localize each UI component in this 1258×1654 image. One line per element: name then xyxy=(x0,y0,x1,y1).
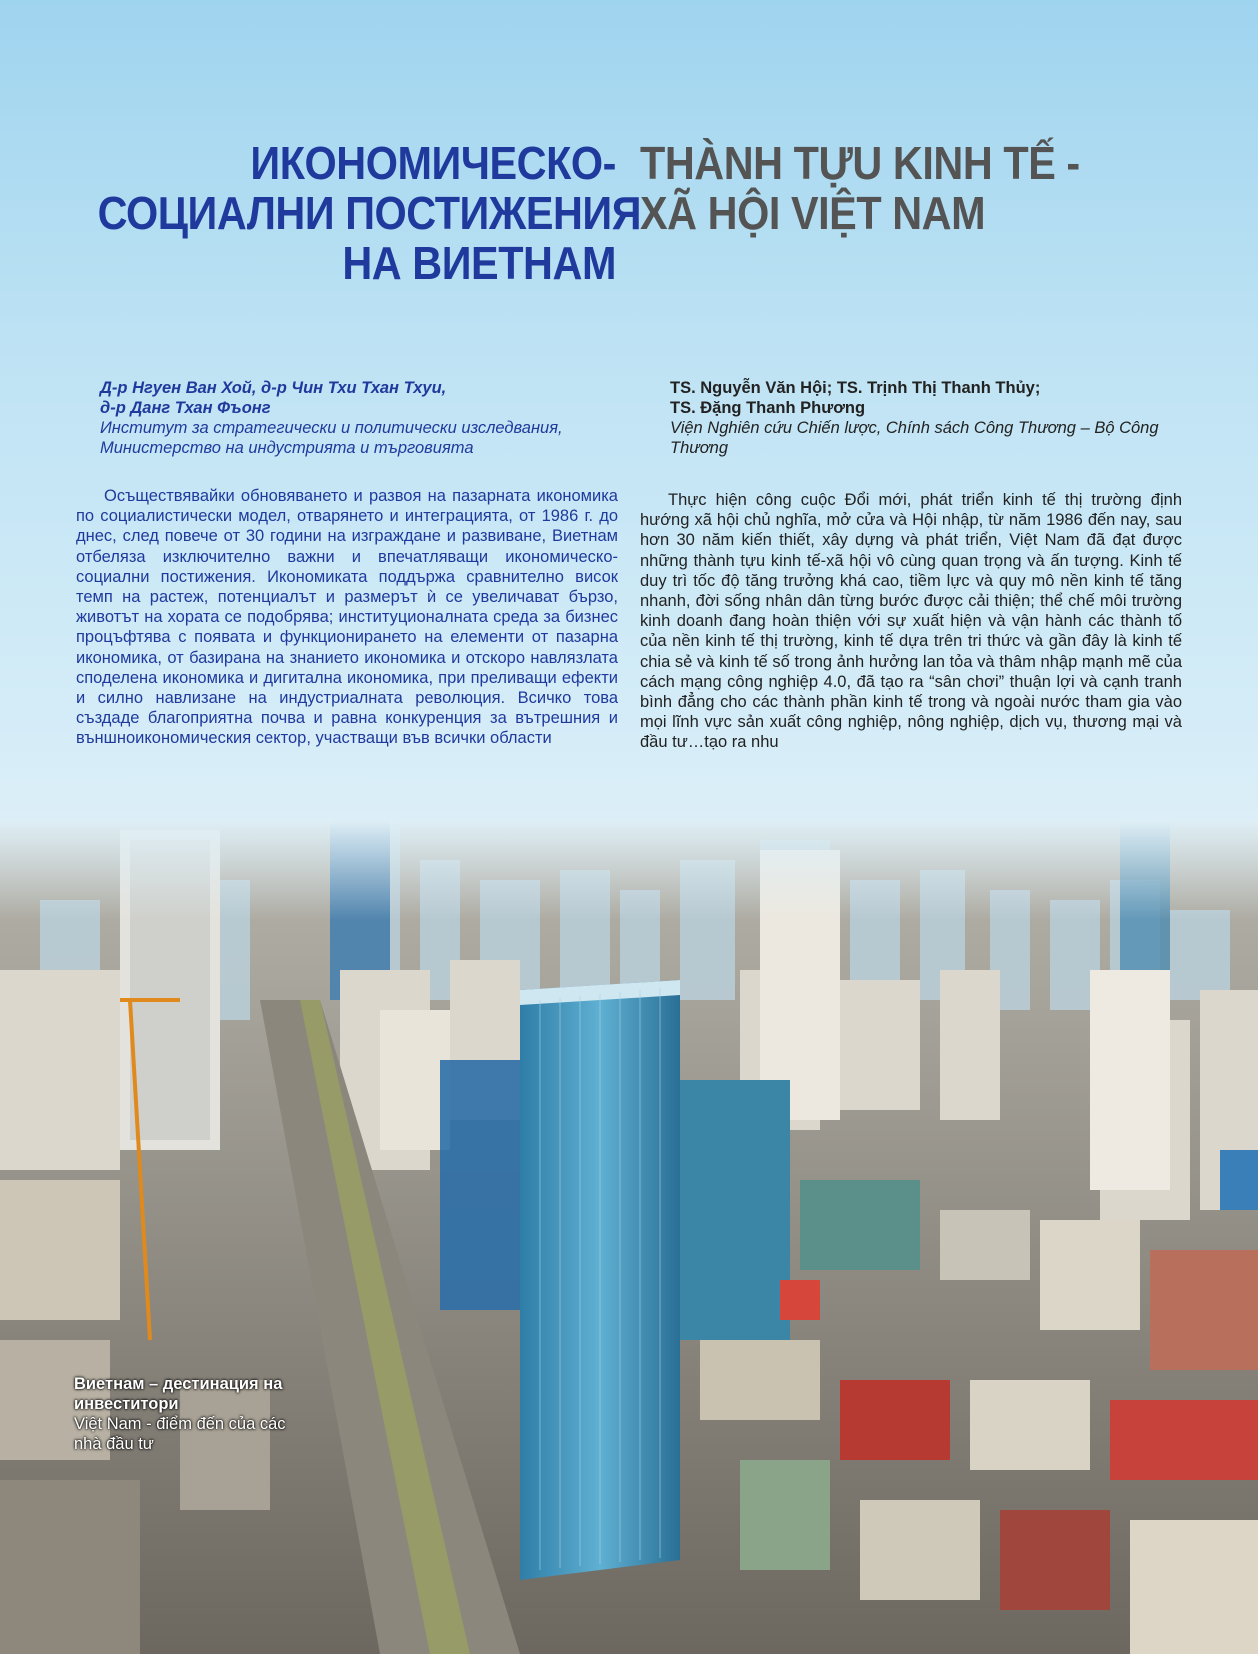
paragraph-bg: Осъществявайки обновяването и развоя на пазарната икономика по социалистически модел, отварянето и интеграцията, от 1986 г. до днес, след повече от 30 години на изграждане и развиване, Виетнам отбеляза изключително важни и впечатляващи икономическо-социални постижения. Икономиката поддържа сравнително висок темп на растеж, потенциалът и размерът ѝ се увеличават бързо, животът на хората се подобрява; институционалната среда за бизнес процъфтява с появата и функционирането на елементи от пазарна икономика, от базирана на знанието икономика и отскоро навлязлата споделена икономика и дигитална икономика, при преливащи ефекти и силно навлизане на индустриалната революция. Всичко това създаде благоприятна почва и равна конкуренция за вътрешния и външноикономическия сектор, участващи във всички области xyxy=(76,487,618,748)
title-vi-line: XÃ HỘI VIỆT NAM xyxy=(640,187,986,239)
author-affiliation-line: Институт за стратегически и политически изследвания, xyxy=(100,419,563,437)
paragraph-vi: Thực hiện công cuộc Đổi mới, phát triển kinh tế thị trường định hướng xã hội chủ nghĩa, mở cửa và Hội nhập, từ năm 1986 đến nay, sau hơn 30 năm kiến thiết, xây dựng và phát triển, Việt Nam đã đạt được những thành tựu kinh tế-xã hội vô cùng quan trọng và ấn tượng. Kinh tế duy trì tốc độ tăng trưởng khá cao, tiềm lực và quy mô nền kinh tế tăng nhanh, đời sống nhân dân từng bước được cải thiện; thể chế môi trường kinh doanh đang hoàn thiện với sự xuất hiện và vận hành các thành tố của nền kinh tế thị trường, kinh tế dựa trên tri thức và gần đây là kinh tế chia sẻ và kinh tế số trong ảnh hưởng lan tỏa và thâm nhập mạnh mẽ của cách mạng công nghiệp 4.0, đã tạo ra “sân chơi” thuận lợi và cạnh tranh bình đẳng cho các thành phần kinh tế trong và ngoài nước tham gia vào mọi lĩnh vực sản xuất công nghiệp, nông nghiệp, dịch vụ, thương mại và đầu tư…tạo ra nhu xyxy=(640,491,1182,752)
author-names-line: TS. Nguyễn Văn Hội; TS. Trịnh Thị Thanh Thủy; xyxy=(670,379,1041,397)
body-text-bulgarian xyxy=(76,486,618,749)
author-affiliation-line: Министерство на индустрията и търговията xyxy=(100,439,474,457)
author-names-line: Д-р Нгуен Ван Хой, д-р Чин Тхи Тхан Тхуи, xyxy=(100,379,447,397)
article-title-vietnamese xyxy=(640,138,1144,238)
caption-bulgarian: Виетнам – дестинация на инвеститори xyxy=(74,1375,283,1413)
city-skyline-photo xyxy=(0,820,1258,1654)
article-title-bulgarian xyxy=(97,137,642,289)
title-bg-line: СОЦИАЛНИ ПОСТИЖЕНИЯ xyxy=(97,187,642,239)
authors-bulgarian xyxy=(100,378,620,458)
body-text-vietnamese xyxy=(640,490,1182,753)
author-names-line: д-р Данг Тхан Фъонг xyxy=(100,399,271,417)
photo-caption xyxy=(74,1374,314,1454)
title-bg-line: НА ВИЕТНАМ xyxy=(342,237,616,289)
title-vi-line: THÀNH TỰU KINH TẾ - xyxy=(640,137,1080,189)
caption-vietnamese: Việt Nam - điểm đến của các nhà đầu tư xyxy=(74,1415,286,1453)
author-affiliation: Viện Nghiên cứu Chiến lược, Chính sách Công Thương – Bộ Công Thương xyxy=(670,419,1159,457)
author-names-line: TS. Đặng Thanh Phương xyxy=(670,399,866,417)
title-bg-line: ИКОНОМИЧЕСКО- xyxy=(250,137,616,189)
authors-vietnamese xyxy=(670,378,1190,458)
